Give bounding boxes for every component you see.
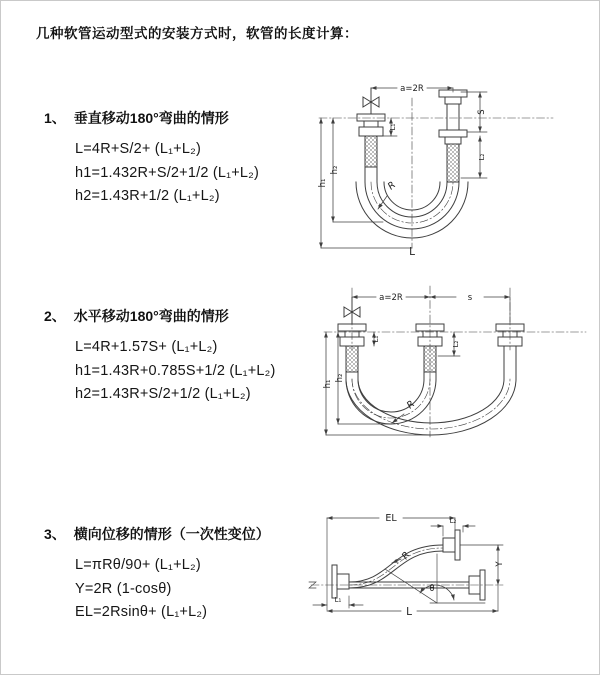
label-L1: L₁ [334, 596, 342, 604]
label-R: R [385, 179, 398, 193]
label-EL: EL [385, 513, 397, 524]
leader-R [392, 414, 404, 423]
formula-h1: h1=1.43R+0.785S+1/2 (L₁+L₂) [75, 362, 276, 379]
diagram-vertical-180-bend [315, 70, 580, 260]
label-S: S [477, 109, 487, 115]
section-1-formulas [75, 138, 259, 209]
label-Y: Y [495, 561, 505, 567]
diagram-horizontal-180-bend [318, 272, 600, 444]
label-L1: L₁ [372, 335, 380, 343]
label-a2r: a=2R [400, 84, 424, 94]
section-horizontal-180 [44, 306, 276, 407]
label-L2: L₂ [478, 153, 486, 161]
label-R: R [399, 549, 413, 562]
section-2-title: 水平移动180°弯曲的情形 [73, 308, 229, 324]
leader-R [392, 559, 401, 563]
hose-u-bend-position1 [346, 379, 436, 424]
formula-h2: h2=1.43R+S/2+1/2 (L₁+L₂) [75, 386, 251, 403]
section-lateral-displacement [44, 524, 270, 625]
section-1-heading [44, 108, 259, 128]
hose-u-bend-position2 [346, 379, 516, 435]
dim-h1 [326, 332, 431, 435]
upper-flange [443, 530, 460, 560]
formula-EL: EL=2Rsinθ+ (L₁+L₂) [75, 604, 208, 621]
dim-Y [460, 545, 503, 611]
formula-L: L=4R+1.57S+ (L₁+L₂) [75, 339, 218, 355]
section-vertical-180 [44, 108, 259, 209]
label-s: s [467, 293, 473, 303]
section-1-number: 1、 [44, 110, 66, 126]
label-L2: L₂ [449, 517, 457, 525]
dim-L2 [431, 526, 475, 536]
leader-R [378, 196, 387, 209]
formula-Y: Y=2R (1-cosθ) [75, 580, 172, 597]
formula-h2: h2=1.43R+1/2 (L₁+L₂) [75, 188, 220, 205]
formula-h1: h1=1.432R+S/2+1/2 (L₁+L₂) [75, 164, 260, 181]
section-1-title: 垂直移动180°弯曲的情形 [73, 110, 229, 126]
label-R: R [404, 398, 417, 412]
formula-L: L=4R+S/2+ (L₁+L₂) [75, 141, 201, 157]
left-fitting [357, 114, 385, 182]
section-3-title: 横向位移的情形（一次性变位） [73, 526, 270, 542]
label-h1: h₁ [318, 178, 328, 188]
label-theta: θ [429, 584, 435, 594]
left-fitting [332, 565, 349, 598]
section-3-formulas [75, 554, 270, 625]
section-3-number: 3、 [44, 526, 66, 542]
label-h2: h₂ [330, 165, 340, 175]
dim-h2 [333, 118, 383, 222]
braid-section [346, 346, 358, 372]
braid-section [365, 136, 377, 167]
valve-icon [344, 297, 360, 324]
valve-icon [363, 88, 379, 114]
braid-section [447, 144, 459, 182]
braid-section [424, 346, 436, 372]
right-fitting [439, 90, 467, 182]
label-L: L [406, 606, 412, 618]
section-2-formulas [75, 336, 276, 407]
label-h2: h₂ [335, 373, 345, 383]
label-L: L [409, 246, 415, 258]
section-2-number: 2、 [44, 308, 66, 324]
formula-L: L=πRθ/90+ (L₁+L₂) [75, 557, 201, 573]
label-L1: L₁ [389, 123, 397, 131]
label-h1: h₁ [323, 379, 333, 389]
label-a2r: a=2R [379, 293, 403, 303]
section-2-heading [44, 306, 276, 326]
diagram-lateral-displacement [305, 498, 597, 650]
label-L2: L₂ [452, 340, 460, 348]
page-title: 几种软管运动型式的安装方式时，软管的长度计算： [36, 26, 358, 41]
section-3-heading [44, 524, 270, 544]
